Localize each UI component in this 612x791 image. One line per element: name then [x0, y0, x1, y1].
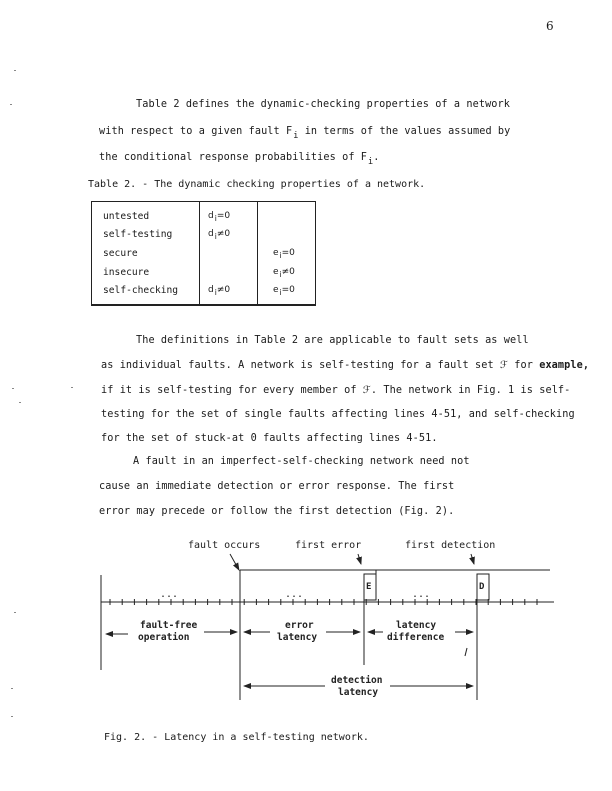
ellipsis-3: ...	[412, 589, 431, 600]
table-caption: Table 2. - The dynamic checking properties of a network.	[88, 179, 426, 190]
box-d-label: D	[479, 582, 485, 592]
label-fault-free-1: fault-free	[140, 620, 198, 631]
table-cell-d: $d_i\ne 0$	[208, 229, 231, 241]
page-number: 6	[546, 19, 554, 33]
label-latency-diff-1: latency	[396, 620, 437, 631]
table-cell-e: $e_i=0$	[273, 285, 295, 297]
para3-line2: cause an immediate detection or error response. The first	[99, 481, 455, 492]
ellipsis-1: ...	[160, 589, 179, 600]
para1-line2: with respect to a given fault $F_i$ in terms of the values assumed by	[99, 126, 511, 141]
box-e-label: E	[366, 582, 372, 592]
para2-line3: if it is self-testing for every member of ℱ. The network in Fig. 1 is self-	[101, 385, 571, 396]
label-detection-2: latency	[338, 687, 379, 698]
table-row-label: secure	[103, 248, 138, 259]
properties-table	[91, 201, 316, 306]
label-fault-free-2: operation	[138, 632, 190, 643]
table-cell-e: $e_i=0$	[273, 248, 295, 260]
para3-line3: error may precede or follow the first detection (Fig. 2).	[99, 506, 455, 517]
label-fault-occurs: fault occurs	[188, 540, 261, 551]
table-row-label: self-testing	[103, 229, 173, 240]
para1-line1: Table 2 defines the dynamic-checking properties of a network	[136, 99, 511, 110]
table-cell-d: $d_i\ne 0$	[208, 285, 231, 297]
label-detection-1: detection	[331, 675, 383, 686]
arrow-first-detection	[471, 554, 474, 564]
latency-figure	[0, 530, 612, 710]
para2-line5: for the set of stuck-at 0 faults affecting lines 4-51.	[101, 433, 438, 444]
arrow-first-error	[358, 554, 361, 564]
para3-line1: A fault in an imperfect-self-checking network need not	[133, 456, 470, 467]
table-row-label: untested	[103, 211, 150, 222]
table-cell-e: $e_i\ne 0$	[273, 267, 295, 279]
figure-caption: Fig. 2. - Latency in a self-testing network.	[104, 732, 369, 743]
label-first-error: first error	[295, 540, 362, 551]
table-row-label: insecure	[103, 267, 150, 278]
para1-line3: the conditional response probabilities of $F_i$.	[99, 152, 380, 167]
ellipsis-2: ...	[285, 589, 304, 600]
para2-line4: testing for the set of single faults affecting lines 4-51, and self-checking	[101, 409, 575, 420]
label-error-1: error	[285, 620, 314, 631]
arrow-fault-occurs	[230, 554, 239, 570]
label-first-detection: first detection	[405, 540, 496, 551]
label-latency-diff-2: difference	[387, 632, 445, 643]
para2-line2: as individual faults. A network is self-testing for a fault set ℱ for example,	[101, 360, 590, 371]
label-error-2: latency	[277, 632, 318, 643]
table-row-label: self-checking	[103, 285, 179, 296]
para2-line1: The definitions in Table 2 are applicable to fault sets as well	[136, 335, 529, 346]
table-cell-d: $d_i=0$	[208, 211, 231, 223]
